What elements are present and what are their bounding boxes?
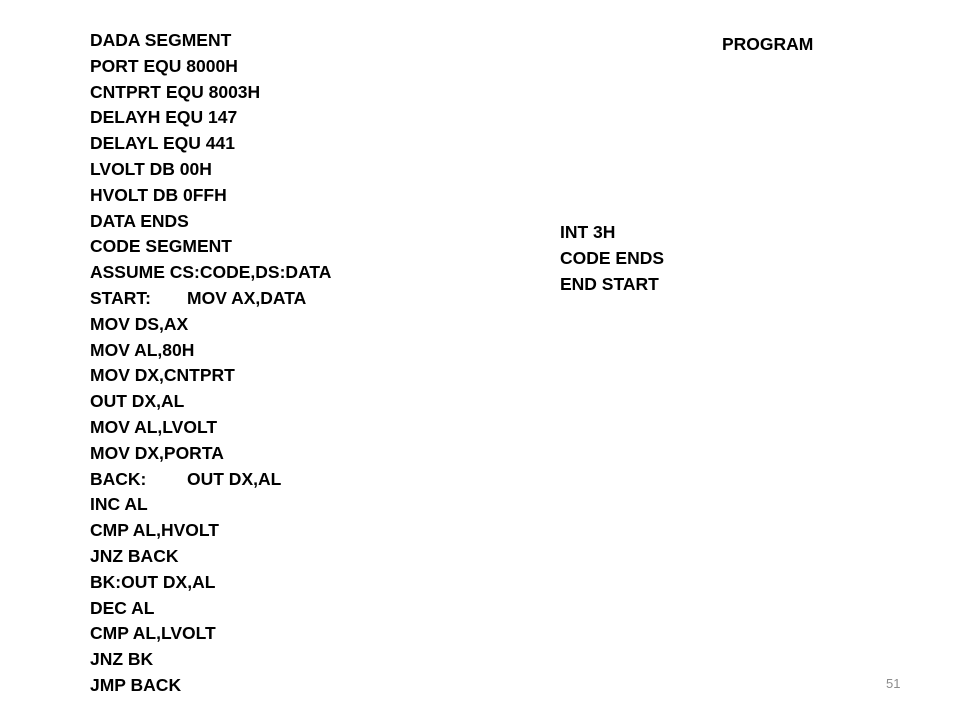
code-line xyxy=(90,105,331,131)
code-line xyxy=(90,441,331,467)
code-line: CODE ENDS xyxy=(560,247,665,268)
code-text: DEC AL xyxy=(90,597,155,618)
code-line xyxy=(90,570,331,596)
code-line xyxy=(90,647,331,673)
code-line xyxy=(90,518,331,544)
code-text: INC AL xyxy=(90,494,148,515)
code-line xyxy=(90,80,331,106)
code-line xyxy=(90,389,331,415)
code-text: DATA ENDS xyxy=(90,210,189,231)
code-text: MOV AL,LVOLT xyxy=(90,416,218,437)
code-text: DELAYL EQU 441 xyxy=(90,133,235,154)
code-line xyxy=(90,28,331,54)
code-text: OUT DX,AL xyxy=(90,391,185,412)
code-line xyxy=(90,621,331,647)
code-line xyxy=(90,260,331,286)
code-text: BK:OUT DX,AL xyxy=(90,571,216,592)
code-text: CMP AL,LVOLT xyxy=(90,623,216,644)
code-text: JMP BACK xyxy=(90,674,182,695)
code-listing-left xyxy=(90,28,331,699)
code-line xyxy=(90,157,331,183)
code-line xyxy=(90,492,331,518)
code-text: JNZ BACK xyxy=(90,545,179,566)
code-line xyxy=(90,131,331,157)
code-listing-right xyxy=(560,220,664,297)
code-line xyxy=(90,54,331,80)
code-text: ASSUME CS:CODE,DS:DATA xyxy=(90,262,332,283)
code-line xyxy=(90,415,331,441)
code-text: LVOLT DB 00H xyxy=(90,158,212,179)
code-text: MOV AL,80H xyxy=(90,339,195,360)
code-text: CNTPRT EQU 8003H xyxy=(90,81,261,102)
code-text: PORT EQU 8000H xyxy=(90,55,238,76)
code-text: JNZ BK xyxy=(90,649,154,670)
code-line xyxy=(90,234,331,260)
code-text: HVOLT DB 0FFH xyxy=(90,184,227,205)
code-text: CODE SEGMENT xyxy=(90,236,232,257)
page-number: 51 xyxy=(886,676,901,691)
code-text: CMP AL,HVOLT xyxy=(90,520,219,541)
code-line: INT 3H xyxy=(560,222,616,242)
code-line xyxy=(90,467,331,493)
code-line xyxy=(90,544,331,570)
code-line xyxy=(90,209,331,235)
code-text: MOV AX,DATA xyxy=(187,287,307,308)
code-line: END START xyxy=(560,273,659,294)
code-label: START: xyxy=(90,287,151,308)
code-text: DADA SEGMENT xyxy=(90,30,232,50)
code-text: OUT DX,AL xyxy=(187,468,282,489)
code-line xyxy=(90,183,331,209)
code-label: BACK: xyxy=(90,468,147,489)
code-text: MOV DX,PORTA xyxy=(90,442,224,463)
code-line xyxy=(90,363,331,389)
code-line xyxy=(90,673,331,699)
code-line xyxy=(90,338,331,364)
code-line xyxy=(90,286,331,312)
code-text: MOV DS,AX xyxy=(90,313,189,334)
code-line xyxy=(90,312,331,338)
code-text: MOV DX,CNTPRT xyxy=(90,365,235,386)
slide-heading: PROGRAM xyxy=(722,34,814,54)
code-text: DELAYH EQU 147 xyxy=(90,107,238,128)
code-line xyxy=(90,596,331,622)
